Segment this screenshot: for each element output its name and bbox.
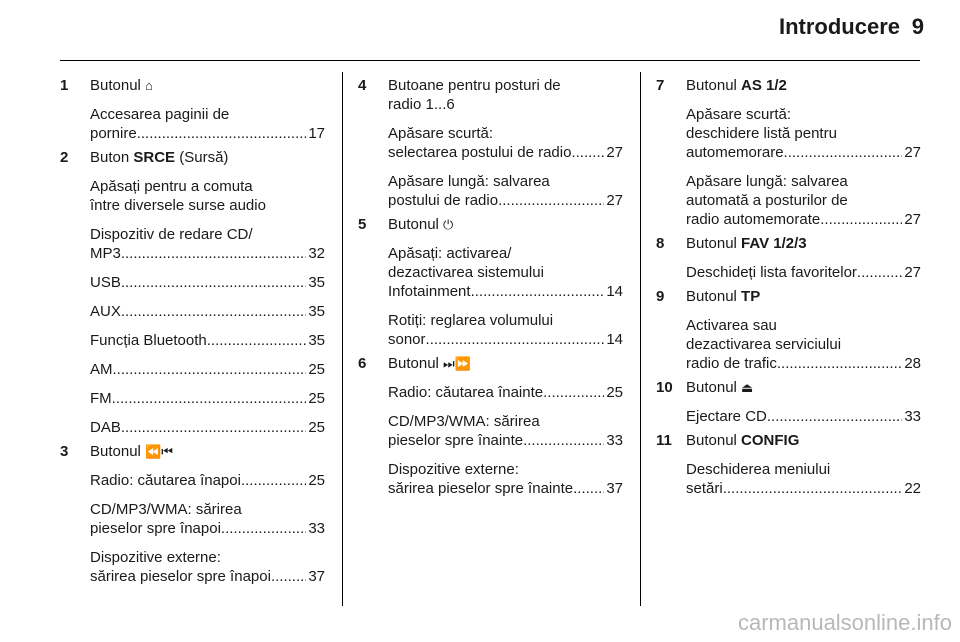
- item-number: 6: [358, 355, 367, 372]
- item-5: [358, 215, 623, 349]
- entry-line: Dispozitiv de redare CD/: [90, 226, 253, 243]
- page-reference[interactable]: [686, 210, 921, 229]
- reference-text: automemorare: [686, 144, 784, 161]
- page-reference[interactable]: [90, 471, 325, 490]
- page-reference[interactable]: [388, 191, 623, 210]
- column-divider-right: [640, 72, 641, 606]
- reference-page: 27: [904, 211, 921, 228]
- page-reference[interactable]: [686, 407, 921, 426]
- item-title: [686, 431, 921, 450]
- reference-text: sărirea pieselor spre înainte: [388, 480, 574, 497]
- item-8: [656, 234, 921, 282]
- item-number: 10: [656, 379, 673, 396]
- reference-text: radio de trafic: [686, 355, 777, 372]
- entry-line: dezactivarea sistemului: [388, 264, 544, 281]
- reference-page: 27: [606, 192, 623, 209]
- reference-text: pornire: [90, 125, 137, 142]
- entry: [388, 124, 623, 162]
- leader-dots: [121, 244, 306, 263]
- item-1: [60, 76, 325, 143]
- entry: [90, 105, 325, 143]
- leader-dots: [543, 383, 604, 402]
- reference-text: postului de radio: [388, 192, 499, 209]
- reference-text: DAB: [90, 419, 121, 436]
- reference-page: 27: [606, 144, 623, 161]
- item-title-text: Butonul: [90, 443, 141, 460]
- entry: [686, 172, 921, 229]
- entry: [388, 244, 623, 301]
- seek-back-icon: ⏪⏮: [145, 444, 173, 459]
- entry: [388, 172, 623, 210]
- page-reference[interactable]: [90, 244, 325, 263]
- entry: [90, 500, 325, 538]
- entry-line: CD/MP3/WMA: sărirea: [388, 413, 540, 430]
- item-7: [656, 76, 921, 229]
- item-11: [656, 431, 921, 498]
- item-number: 5: [358, 216, 367, 233]
- page-reference[interactable]: [90, 331, 325, 350]
- item-4: [358, 76, 623, 210]
- entry-line: Dispozitive externe:: [388, 461, 519, 478]
- leader-dots: [573, 479, 604, 498]
- item-number: 4: [358, 77, 367, 94]
- item-6: [358, 354, 623, 498]
- reference-page: 35: [308, 332, 325, 349]
- reference-text: Radio: căutarea înainte: [388, 384, 544, 401]
- reference-page: 27: [904, 144, 921, 161]
- button-name: TP: [741, 288, 761, 305]
- page-reference[interactable]: [388, 330, 623, 349]
- entry-line: Apăsare lungă: salvarea: [388, 173, 550, 190]
- leader-dots: [271, 567, 306, 586]
- reference-text: Infotainment: [388, 283, 471, 300]
- leader-dots: [241, 471, 306, 490]
- page-reference[interactable]: [388, 143, 623, 162]
- leader-dots: [777, 354, 902, 373]
- item-title-text: Butonul: [686, 77, 737, 94]
- item-title: [90, 442, 325, 461]
- item-title: Butoane pentru posturi de: [388, 77, 561, 94]
- page-reference[interactable]: [90, 124, 325, 143]
- page-reference[interactable]: [90, 273, 325, 292]
- reference-page: 33: [606, 432, 623, 449]
- page-reference[interactable]: [90, 567, 325, 586]
- leader-dots: [723, 479, 903, 498]
- reference-text: sărirea pieselor spre înapoi: [90, 568, 271, 585]
- reference-page: 14: [606, 283, 623, 300]
- entry: [388, 311, 623, 349]
- page-reference[interactable]: [90, 389, 325, 408]
- page-header: [0, 0, 960, 60]
- entry-line: deschidere listă pentru: [686, 125, 837, 142]
- entry-line: Rotiți: reglarea volumului: [388, 312, 554, 329]
- item-title: [686, 378, 921, 397]
- entry: [686, 460, 921, 498]
- page-reference[interactable]: [686, 143, 921, 162]
- item-number: 7: [656, 77, 665, 94]
- reference-text: radio automemorate: [686, 211, 821, 228]
- item-title-text: Butonul: [90, 77, 141, 94]
- item-2: [60, 148, 325, 437]
- page-reference[interactable]: [90, 519, 325, 538]
- item-3: [60, 442, 325, 586]
- page-reference[interactable]: [686, 354, 921, 373]
- reference-text: sonor: [388, 331, 426, 348]
- entry-line: Apăsare lungă: salvarea: [686, 173, 848, 190]
- page-reference[interactable]: [686, 263, 921, 282]
- leader-dots: [767, 407, 902, 426]
- item-title-text: Butonul: [686, 288, 737, 305]
- entry-line: Apăsați: activarea/: [388, 245, 512, 262]
- entry-line: Deschiderea meniului: [686, 461, 831, 478]
- item-title: [90, 148, 325, 167]
- page-reference[interactable]: [90, 360, 325, 379]
- button-name: CONFIG: [741, 432, 800, 449]
- reference-text: AUX: [90, 303, 121, 320]
- reference-page: 33: [904, 408, 921, 425]
- entry-line: Dispozitive externe:: [90, 549, 221, 566]
- leader-dots: [112, 389, 307, 408]
- item-title: [686, 234, 921, 253]
- leader-dots: [137, 124, 307, 143]
- item-title-text: Buton: [90, 149, 130, 166]
- leader-dots: [471, 282, 605, 301]
- item-10: [656, 378, 921, 426]
- page-reference[interactable]: [90, 302, 325, 321]
- reference-page: 25: [308, 419, 325, 436]
- seek-forward-icon: ⏭⏩: [443, 356, 471, 371]
- entry-line: automată a posturilor de: [686, 192, 848, 209]
- leader-dots: [523, 431, 604, 450]
- leader-dots: [820, 210, 902, 229]
- item-number: 11: [656, 432, 672, 449]
- page-reference[interactable]: [388, 282, 623, 301]
- item-title-text: Butonul: [686, 432, 737, 449]
- leader-dots: [571, 143, 604, 162]
- button-name: SRCE: [133, 149, 176, 166]
- reference-text: Radio: căutarea înapoi: [90, 472, 241, 489]
- reference-page: 14: [606, 331, 623, 348]
- reference-text: AM: [90, 361, 113, 378]
- item-title-text: Butonul: [686, 235, 737, 252]
- item-title: radio 1...6: [388, 96, 455, 113]
- reference-text: Ejectare CD: [686, 408, 767, 425]
- reference-page: 17: [308, 125, 325, 142]
- reference-text: setări: [686, 480, 723, 497]
- entry: [90, 548, 325, 586]
- reference-page: 22: [904, 480, 921, 497]
- entry-line: între diversele surse audio: [90, 197, 266, 214]
- item-title: [686, 76, 921, 95]
- leader-dots: [121, 418, 306, 437]
- page-reference[interactable]: [686, 479, 921, 498]
- reference-page: 37: [606, 480, 623, 497]
- leader-dots: [784, 143, 903, 162]
- item-title: [90, 76, 325, 95]
- entry: [686, 105, 921, 162]
- reference-page: 37: [308, 568, 325, 585]
- entry-line: Apăsare scurtă:: [686, 106, 792, 123]
- power-icon: ⏻: [443, 217, 454, 232]
- item-title-text: Butonul: [686, 379, 737, 396]
- entry-line: Apăsați pentru a comuta: [90, 178, 253, 195]
- reference-page: 25: [606, 384, 623, 401]
- item-title: [388, 215, 623, 234]
- reference-text: MP3: [90, 245, 121, 262]
- entry-line: Apăsare scurtă:: [388, 125, 494, 142]
- leader-dots: [857, 263, 902, 282]
- reference-page: 25: [308, 361, 325, 378]
- page-reference[interactable]: [388, 383, 623, 402]
- watermark: carmanualsonline.info: [737, 610, 952, 635]
- item-title-text: Butonul: [388, 216, 439, 233]
- entry: [686, 316, 921, 373]
- header-rule: [60, 60, 920, 61]
- reference-page: 32: [308, 245, 325, 262]
- item-title-text: Butonul: [388, 355, 439, 372]
- reference-text: Deschideți lista favoritelor: [686, 264, 857, 281]
- column-2: [358, 76, 623, 498]
- button-name: FAV 1/2/3: [741, 235, 807, 252]
- reference-page: 25: [308, 390, 325, 407]
- leader-dots: [113, 360, 307, 379]
- entry-line: Accesarea paginii de: [90, 106, 230, 123]
- entry: [90, 225, 325, 263]
- reference-page: 35: [308, 303, 325, 320]
- item-title: [388, 354, 623, 373]
- leader-dots: [221, 519, 306, 538]
- reference-text: pieselor spre înainte: [388, 432, 524, 449]
- reference-page: 25: [308, 472, 325, 489]
- item-number: 2: [60, 149, 69, 166]
- entry-line: Activarea sau: [686, 317, 777, 334]
- reference-text: USB: [90, 274, 121, 291]
- column-3: [656, 76, 921, 498]
- entry: [388, 460, 623, 498]
- reference-text: Funcția Bluetooth: [90, 332, 207, 349]
- item-title: [686, 287, 921, 306]
- reference-text: pieselor spre înapoi: [90, 520, 221, 537]
- page-number: 9: [911, 14, 924, 39]
- page-reference[interactable]: [90, 418, 325, 437]
- item-number: 9: [656, 288, 665, 305]
- reference-page: 27: [904, 264, 921, 281]
- leader-dots: [121, 302, 306, 321]
- item-number: 8: [656, 235, 665, 252]
- column-divider-left: [342, 72, 343, 606]
- reference-text: selectarea postului de radio: [388, 144, 572, 161]
- reference-text: FM: [90, 390, 112, 407]
- entry-line: dezactivarea serviciului: [686, 336, 842, 353]
- item-number: 3: [60, 443, 69, 460]
- column-1: [60, 76, 325, 586]
- reference-page: 33: [308, 520, 325, 537]
- item-number: 1: [60, 77, 69, 94]
- page-reference[interactable]: [388, 479, 623, 498]
- item-9: [656, 287, 921, 373]
- leader-dots: [121, 273, 306, 292]
- leader-dots: [207, 331, 307, 350]
- item-title-suffix: (Sursă): [179, 149, 229, 166]
- page-reference[interactable]: [388, 431, 623, 450]
- reference-page: 35: [308, 274, 325, 291]
- entry-line: CD/MP3/WMA: sărirea: [90, 501, 242, 518]
- eject-icon: ⏏: [741, 380, 754, 395]
- entry: [388, 412, 623, 450]
- home-icon: ⌂: [145, 78, 153, 93]
- button-name: AS 1/2: [741, 77, 787, 94]
- entry: [90, 177, 325, 215]
- reference-page: 28: [904, 355, 921, 372]
- leader-dots: [498, 191, 604, 210]
- page-title: Introducere: [778, 14, 900, 39]
- leader-dots: [426, 330, 605, 349]
